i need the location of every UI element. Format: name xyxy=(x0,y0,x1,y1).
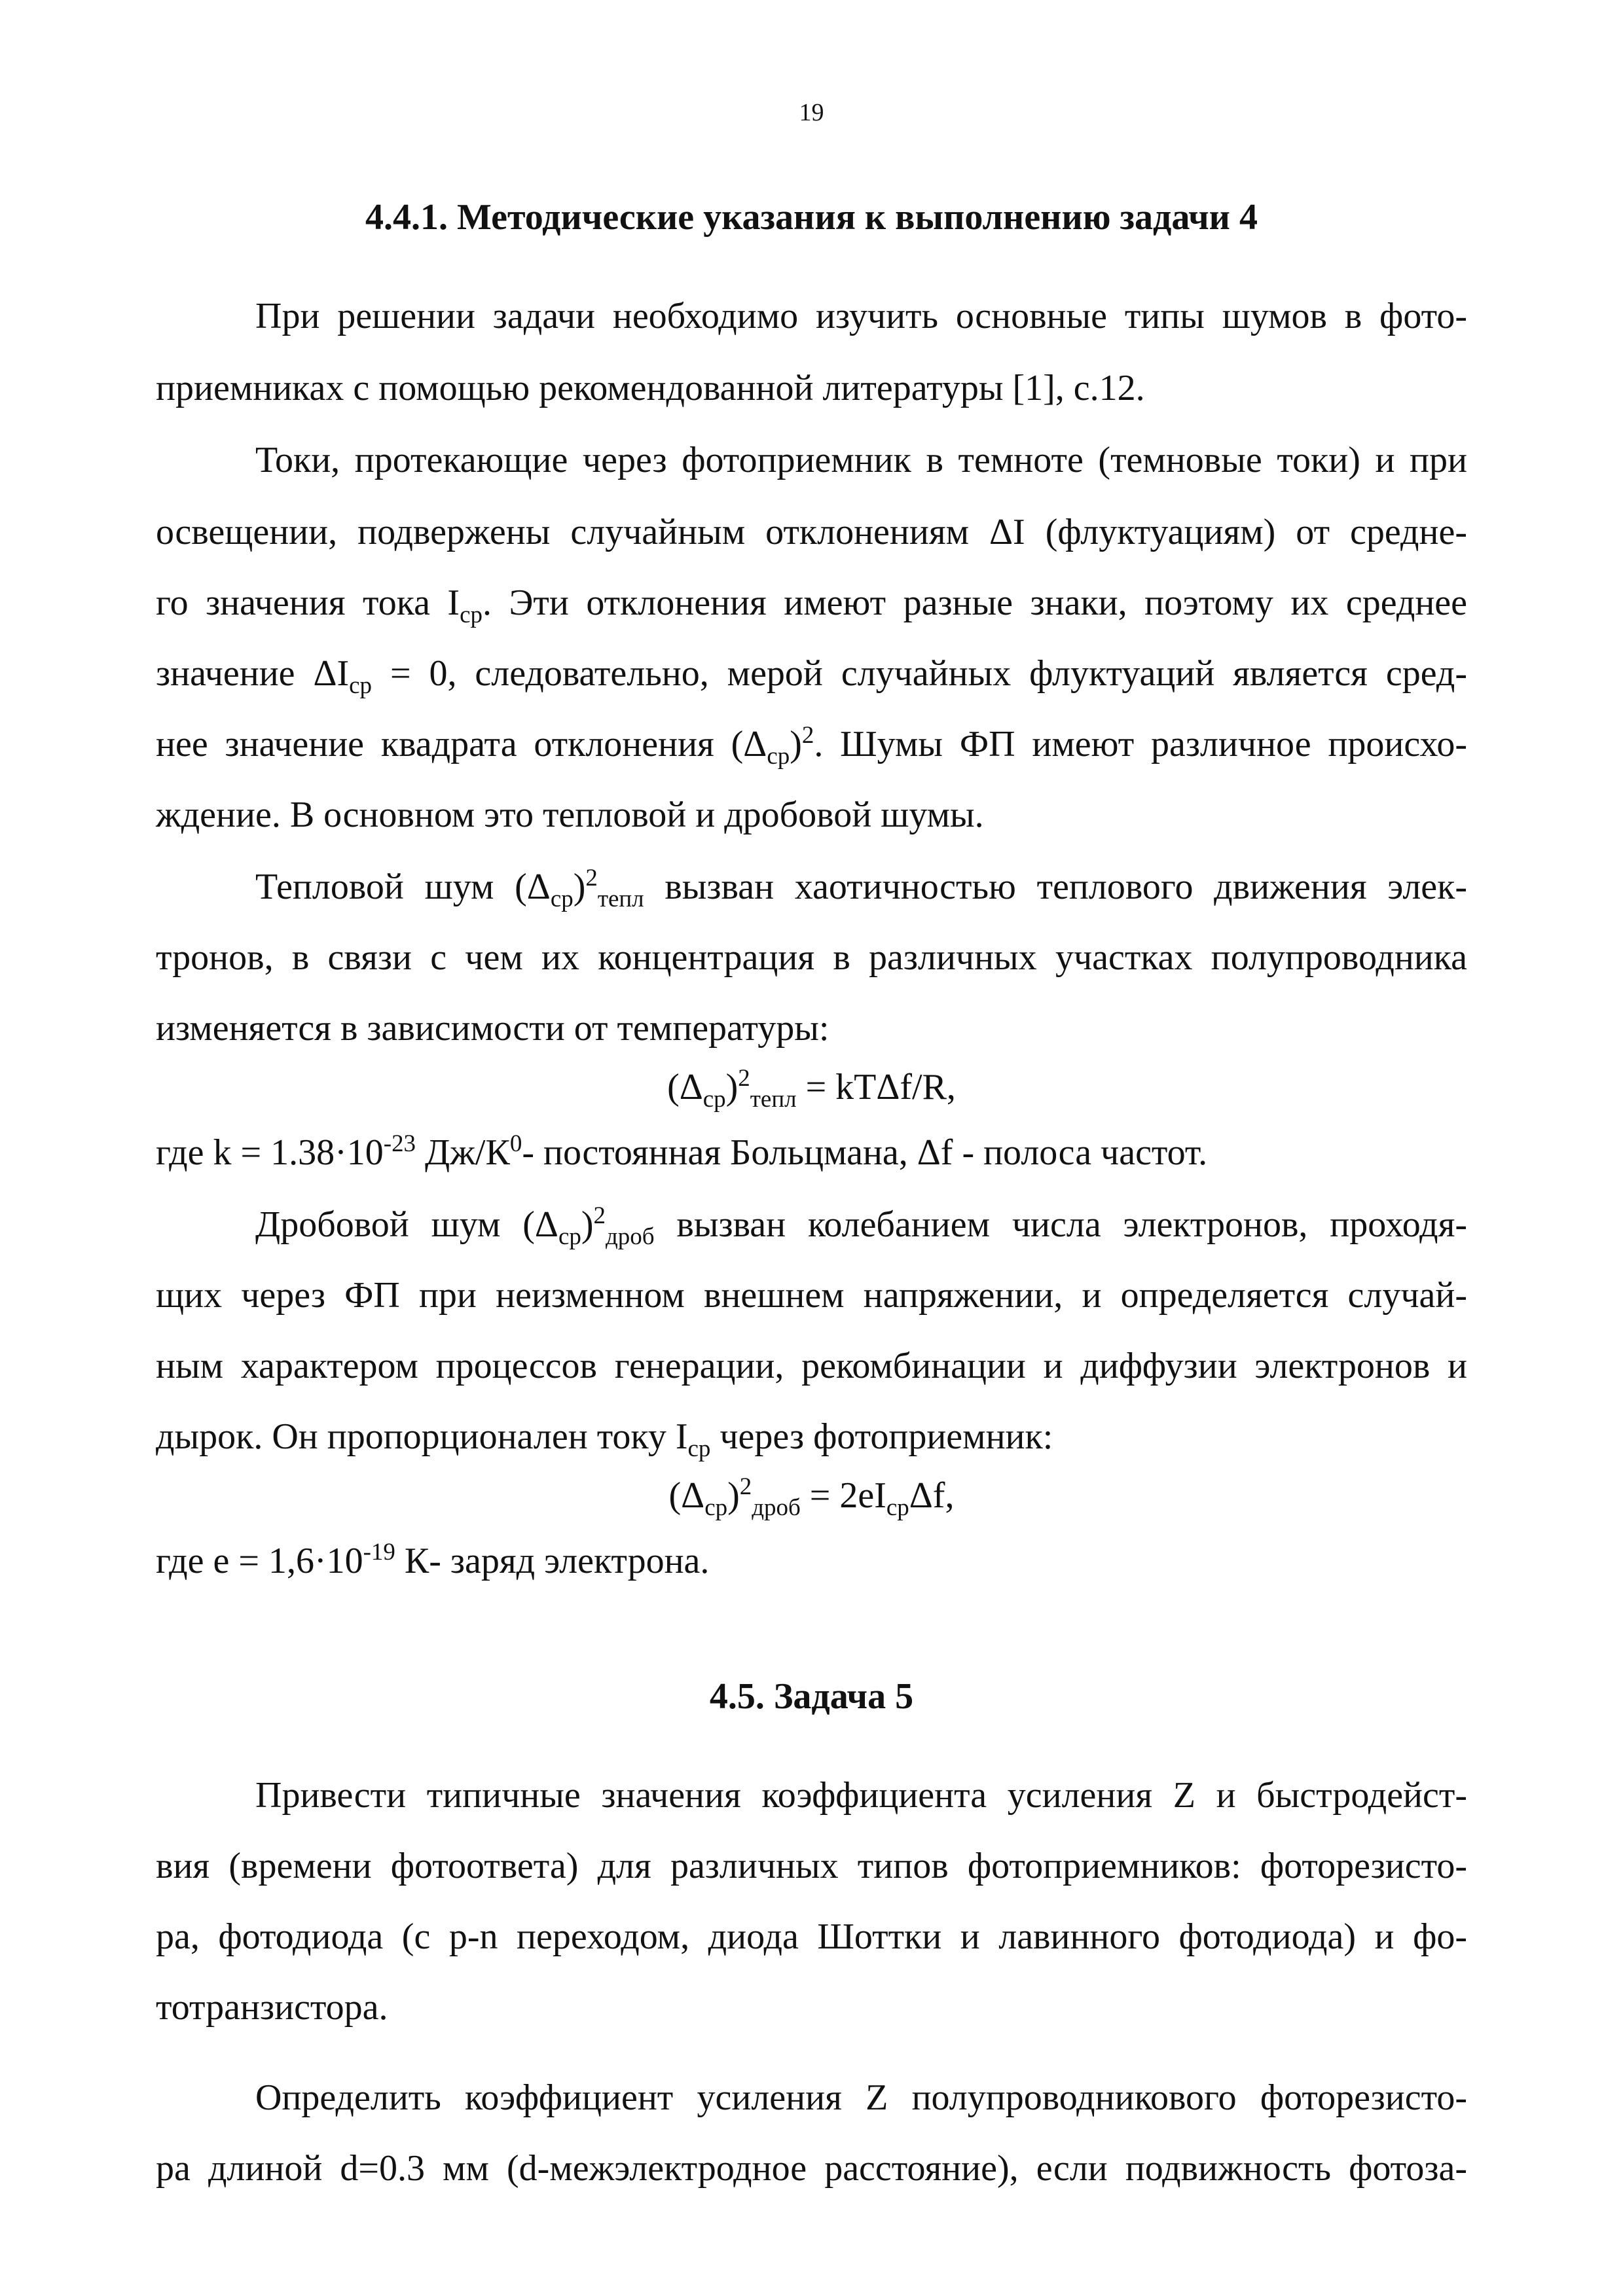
text-line: ждение. В основном это тепловой и дробовой шумы. xyxy=(156,795,984,835)
text-line: Тепловой шум $(\Delta_{ср})^2_{тепл}$ вызван хаотичностью теплового движения элек- xyxy=(255,863,1467,912)
text-line: ра длиной d=0.3 мм (d-межэлектродное расстояние), если подвижность фотоза- xyxy=(156,2148,1467,2189)
text-line: изменяется в зависимости от температуры: xyxy=(156,1008,830,1049)
text-line: го значения тока $I_{ср}$. Эти отклонения имеют разные знаки, поэтому их среднее xyxy=(156,583,1468,628)
text-line: При решении задачи необходимо изучить основные типы шумов в фото- xyxy=(255,296,1467,336)
formula-thermal-noise: $(\Delta_{ср})^2_{тепл} = kT\Delta f/R$, xyxy=(667,1064,956,1112)
section-heading-4-5: 4.5. Задача 5 xyxy=(709,1676,914,1717)
text-line: ным характером процессов генерации, рекомбинации и диффузии электронов и xyxy=(156,1346,1467,1386)
page-number: 19 xyxy=(799,99,824,126)
text-line: значение $\Delta I_{ср} = 0$, следовательно, мерой случайных флуктуаций является сред- xyxy=(156,653,1467,698)
text-line: где $k = 1.38\cdot 10^{-23}$ $Дж/К^0-$ постоянная Больцмана, Δf - полоса частот. xyxy=(156,1129,1208,1173)
text-line: Определить коэффициент усиления Z полупроводникового фоторезисто- xyxy=(255,2077,1467,2118)
text-line: нее значение квадрата отклонения $(\Delta_{ср})^2$. Шумы ФП имеют различное происхо- xyxy=(156,721,1468,769)
text-line: приемниках с помощью рекомендованной литературы [1], с.12. xyxy=(156,368,1145,408)
text-line: вия (времени фотоответа) для различных типов фотоприемников: фоторезисто- xyxy=(156,1846,1467,1886)
text-line: освещении, подвержены случайным отклонениям ΔI (флуктуациям) от средне- xyxy=(156,512,1467,552)
text-line: Токи, протекающие через фотоприемник в темноте (темновые токи) и при xyxy=(255,440,1467,480)
text-line: тронов, в связи с чем их концентрация в различных участках полупроводника xyxy=(156,937,1467,978)
text-line: ра, фотодиода (с p-n переходом, диода Шоттки и лавинного фотодиода) и фо- xyxy=(156,1916,1467,1957)
text-line: тотранзистора. xyxy=(156,1987,388,2028)
section-heading-4-4-1: 4.4.1. Методические указания к выполнению задачи 4 xyxy=(365,197,1258,238)
text-line: Дробовой шум $(\Delta_{ср})^2_{дроб}$ вызван колебанием числа электронов, проходя- xyxy=(255,1201,1468,1249)
text-line: дырок. Он пропорционален току $I_{ср}$ через фотоприемник: xyxy=(156,1416,1053,1462)
formula-shot-noise: $(\Delta_{ср})^2_{дроб} = 2eI_{ср}\Delta f$, xyxy=(668,1472,955,1520)
text-line: где $e = 1,6\cdot 10^{-19}$ К- заряд электрона. xyxy=(156,1537,710,1581)
text-line: Привести типичные значения коэффициента усиления Z и быстродейст- xyxy=(255,1775,1467,1816)
text-line: щих через ФП при неизменном внешнем напряжении, и определяется случай- xyxy=(156,1275,1467,1316)
